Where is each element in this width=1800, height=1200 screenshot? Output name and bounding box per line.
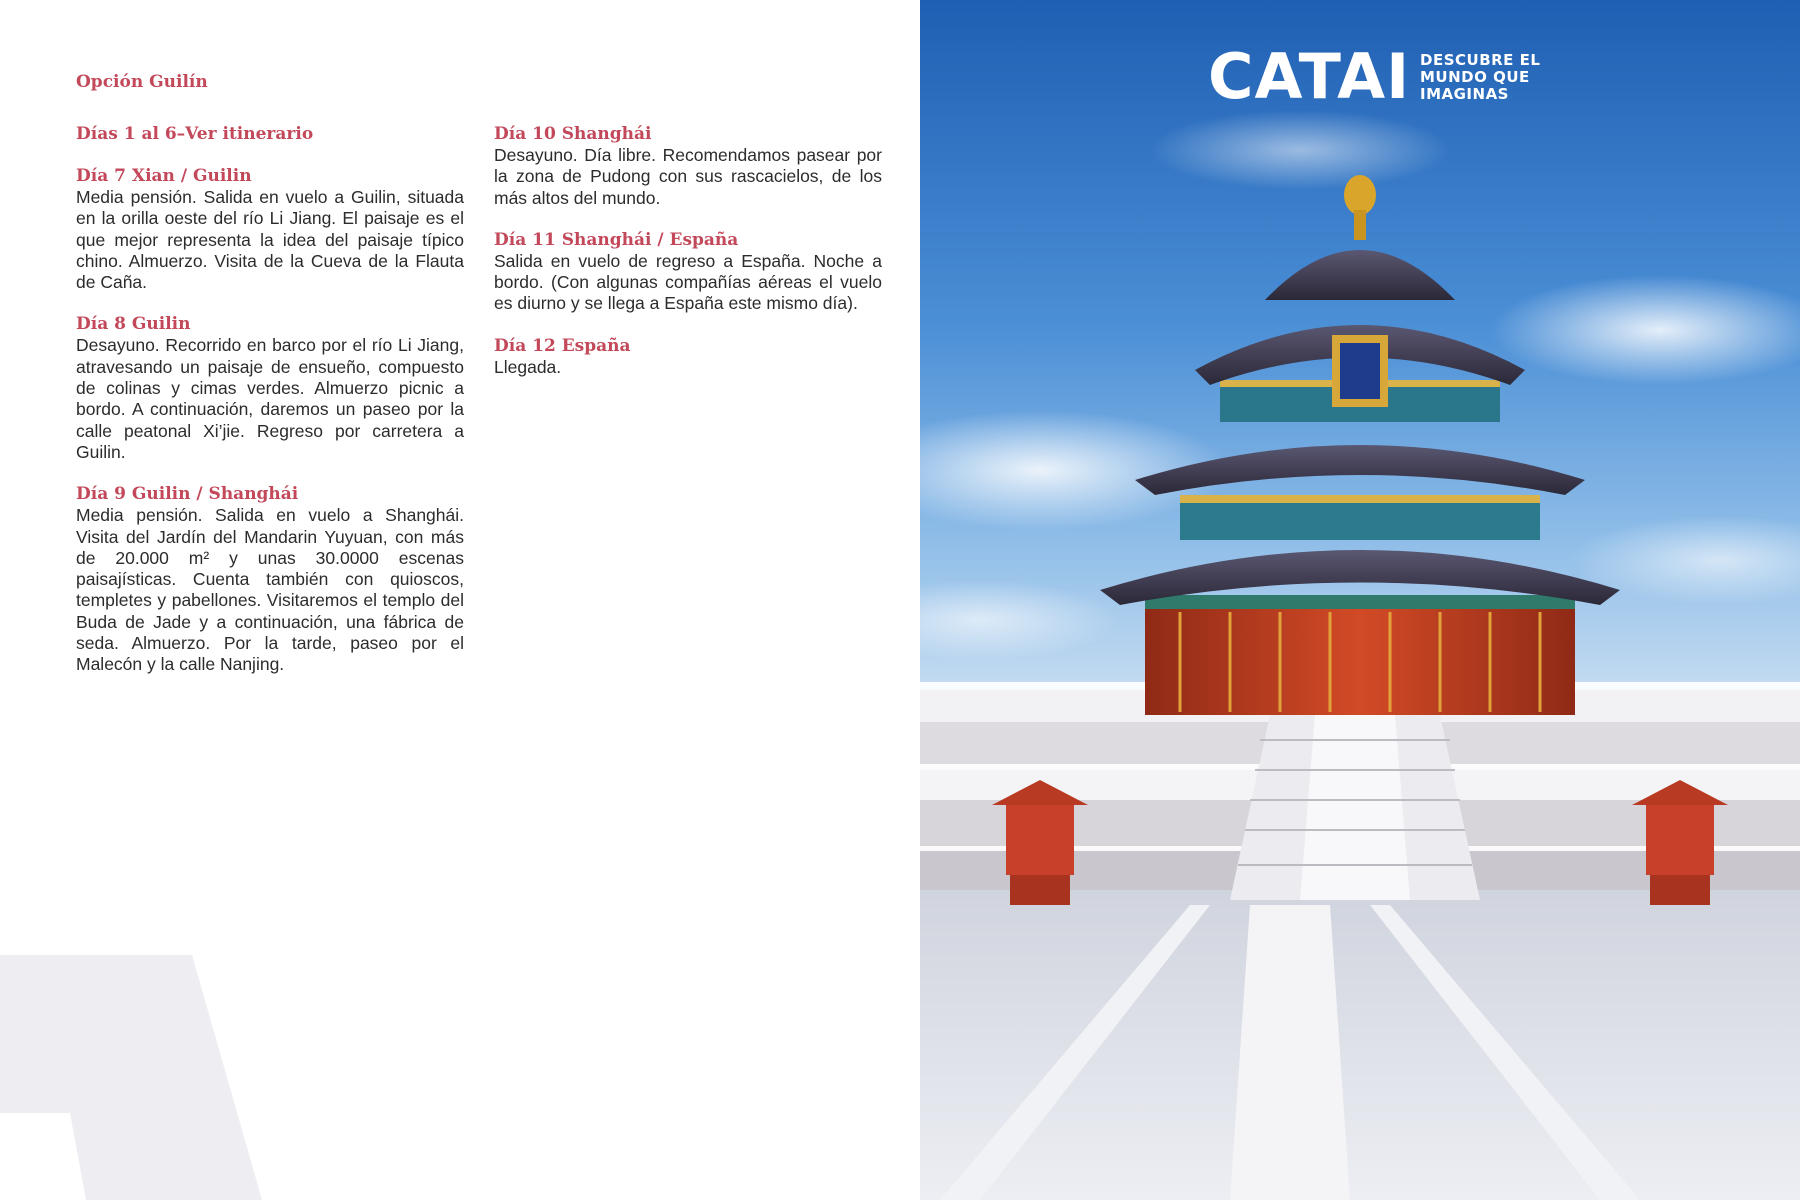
day-description: Desayuno. Día libre. Recomendamos pasear por la zona de Pudong con sus rascacielos, de los más altos del mundo. (494, 145, 882, 208)
day-title: Días 1 al 6–Ver itinerario (76, 124, 314, 144)
day-entry (494, 230, 882, 315)
day-entry (494, 124, 882, 209)
day-entry (76, 484, 464, 675)
tagline-line-2: MUNDO QUE (1420, 68, 1530, 86)
tagline-line-3: IMAGINAS (1420, 85, 1509, 103)
day-description: Llegada. (494, 356, 562, 377)
itinerary-column-right (494, 124, 882, 399)
brand-watermark-shape (0, 955, 270, 1200)
temple-of-heaven-photo (920, 0, 1800, 1200)
day-title: Día 7 Xian / Guilin (76, 166, 252, 186)
day-title: Día 10 Shanghái (494, 124, 652, 144)
day-description: Media pensión. Salida en vuelo a Shanghái. Visita del Jardín del Mandarin Yuyuan, con más de 20.000 m² y unas 30.0000 escenas paisajísticas. Cuenta también con quioscos, templetes y pabellones. Visitaremos el templo del Buda de Jade y a continuación, una fábrica de seda. Almuerzo. Por la tarde, paseo por el Malecón y la calle Nanjing. (76, 505, 464, 675)
day-entry (494, 336, 882, 378)
day-title: Día 12 España (494, 335, 631, 356)
tagline-line-1: DESCUBRE EL (1420, 51, 1541, 69)
day-entry (76, 314, 464, 463)
day-description: Media pensión. Salida en vuelo a Guilin, situada en la orilla oeste del río Li Jiang. El paisaje es el que mejor representa la idea del paisaje típico chino. Almuerzo. Visita de la Cueva de la Flauta de Caña. (76, 187, 464, 293)
itinerary-column-left (76, 124, 464, 697)
day-title: Día 11 Shanghái / España (494, 229, 739, 250)
option-title: Opción Guilín (76, 72, 208, 92)
day-title: Día 8 Guilin (76, 314, 191, 335)
brand-name: CATAI (1208, 40, 1411, 113)
brand-tagline (1420, 52, 1560, 103)
day-entry (76, 166, 464, 293)
day-description: Salida en vuelo de regreso a España. Noche a bordo. (Con algunas compañías aéreas el vuelo es diurno y se llega a España este mismo día). (494, 250, 882, 314)
cover-photo-page (920, 0, 1800, 1200)
day-title: Día 9 Guilin / Shanghái (76, 484, 299, 505)
day-description: Desayuno. Recorrido en barco por el río Li Jiang, atravesando un paisaje de ensueño, compuesto de colinas y cimas verdes. Almuerzo picnic a bordo. A continuación, daremos un paseo por la calle peatonal Xi’jie. Regreso por carretera a Guilin. (76, 335, 464, 462)
day-entry (76, 124, 464, 145)
